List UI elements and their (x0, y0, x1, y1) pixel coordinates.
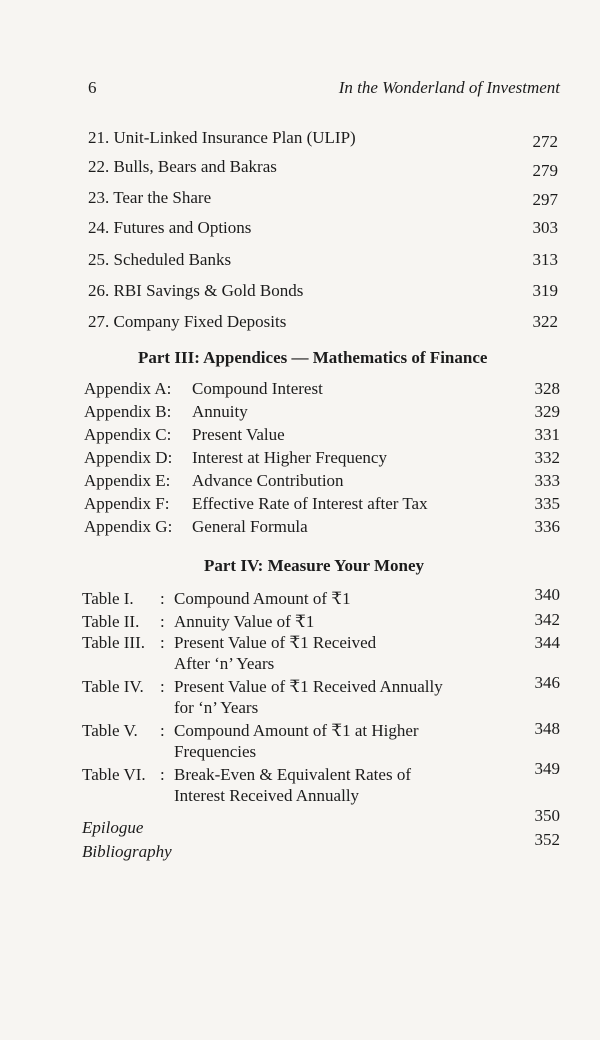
table-entry (82, 632, 560, 676)
part-heading: Part III: Appendices — Mathematics of Finance (138, 348, 488, 367)
table-code: Table VI. (82, 765, 146, 784)
table-title-cont: Interest Received Annually (174, 786, 360, 805)
page-number: 6 (88, 78, 97, 97)
table-page: 348 (534, 719, 560, 738)
table-page: 349 (534, 759, 560, 778)
table-page: 340 (534, 585, 560, 604)
table-title-cont: for ‘n’ Years (174, 698, 259, 717)
appendix-entry (84, 378, 560, 400)
appendix-code: Appendix A: (84, 379, 172, 398)
table-page: 342 (534, 610, 560, 629)
bibliography-entry: Bibliography (82, 842, 172, 861)
table-title-cont: After ‘n’ Years (174, 654, 275, 673)
appendix-title: Present Value (192, 425, 285, 444)
appendix-entry (84, 516, 560, 538)
table-code: Table III. (82, 633, 145, 652)
appendix-code: Appendix D: (84, 448, 173, 467)
toc-entry-title: 26. RBI Savings & Gold Bonds (88, 281, 304, 300)
toc-entry-page: 322 (532, 312, 558, 331)
appendix-code: Appendix F: (84, 494, 170, 513)
appendix-entry (84, 447, 560, 469)
table-code: Table I. (82, 589, 134, 608)
table-title: Present Value of ₹1 Received Annually (174, 677, 443, 696)
table-title: Annuity Value of ₹1 (174, 612, 315, 631)
appendix-entry (84, 401, 560, 423)
bibliography-page: 352 (534, 830, 560, 849)
table-title: Present Value of ₹1 Received (174, 633, 377, 652)
appendix-entry (84, 424, 560, 446)
appendix-page: 333 (534, 471, 560, 490)
toc-entry-page: 319 (532, 281, 558, 300)
appendix-page: 336 (534, 517, 560, 536)
appendix-page: 329 (534, 402, 560, 421)
toc-entry-page: 297 (532, 190, 558, 209)
table-colon: : (160, 612, 165, 631)
table-colon: : (160, 677, 165, 696)
table-code: Table II. (82, 612, 140, 631)
toc-entry (88, 155, 558, 179)
appendix-page: 331 (534, 425, 560, 444)
appendix-title: Compound Interest (192, 379, 323, 398)
toc-entry-page: 313 (532, 250, 558, 269)
toc-entry (88, 279, 558, 303)
table-colon: : (160, 633, 165, 652)
appendix-page: 335 (534, 494, 560, 513)
appendix-entry (84, 470, 560, 492)
toc-entry-title: 22. Bulls, Bears and Bakras (88, 157, 277, 176)
toc-entry-title: 24. Futures and Options (88, 218, 252, 237)
appendix-page: 332 (534, 448, 560, 467)
appendix-title: General Formula (192, 517, 308, 536)
toc-entry (88, 216, 558, 240)
running-title: In the Wonderland of Investment (338, 78, 560, 97)
appendix-title: Interest at Higher Frequency (192, 448, 387, 467)
toc-entry-title: 25. Scheduled Banks (88, 250, 232, 269)
toc-entry (88, 248, 558, 272)
table-entry (82, 673, 560, 720)
toc-entry-title: 21. Unit-Linked Insurance Plan (ULIP) (88, 128, 356, 147)
epilogue-page: 350 (534, 806, 560, 825)
table-entry (82, 759, 560, 808)
table-colon: : (160, 765, 165, 784)
toc-entry (88, 186, 558, 210)
table-title: Break-Even & Equivalent Rates of (174, 765, 411, 784)
appendix-title: Effective Rate of Interest after Tax (192, 494, 428, 513)
appendix-entry (84, 493, 560, 515)
table-code: Table V. (82, 721, 138, 740)
appendix-code: Appendix G: (84, 517, 173, 536)
table-entry (82, 611, 560, 633)
toc-entry-page: 303 (532, 218, 558, 237)
toc-entry-title: 23. Tear the Share (88, 188, 212, 207)
appendix-code: Appendix B: (84, 402, 172, 421)
table-code: Table IV. (82, 677, 144, 696)
epilogue-entry: Epilogue (82, 818, 144, 837)
toc-entry-title: 27. Company Fixed Deposits (88, 312, 287, 331)
toc-entry (88, 126, 558, 150)
table-page: 346 (534, 673, 560, 692)
appendix-title: Advance Contribution (192, 471, 344, 490)
toc-entry (88, 310, 558, 334)
table-title: Compound Amount of ₹1 at Higher (174, 721, 419, 740)
part-heading: Part IV: Measure Your Money (204, 556, 425, 575)
table-page: 344 (534, 633, 560, 652)
toc-entry-page: 279 (532, 161, 558, 180)
table-colon: : (160, 589, 165, 608)
table-colon: : (160, 721, 165, 740)
appendix-code: Appendix E: (84, 471, 171, 490)
table-title: Compound Amount of ₹1 (174, 589, 351, 608)
toc-entry-page: 272 (532, 132, 558, 151)
table-title-cont: Frequencies (174, 742, 257, 761)
appendix-code: Appendix C: (84, 425, 172, 444)
appendix-page: 328 (534, 379, 560, 398)
table-entry (82, 585, 560, 610)
table-entry (82, 720, 560, 764)
appendix-title: Annuity (192, 402, 248, 421)
